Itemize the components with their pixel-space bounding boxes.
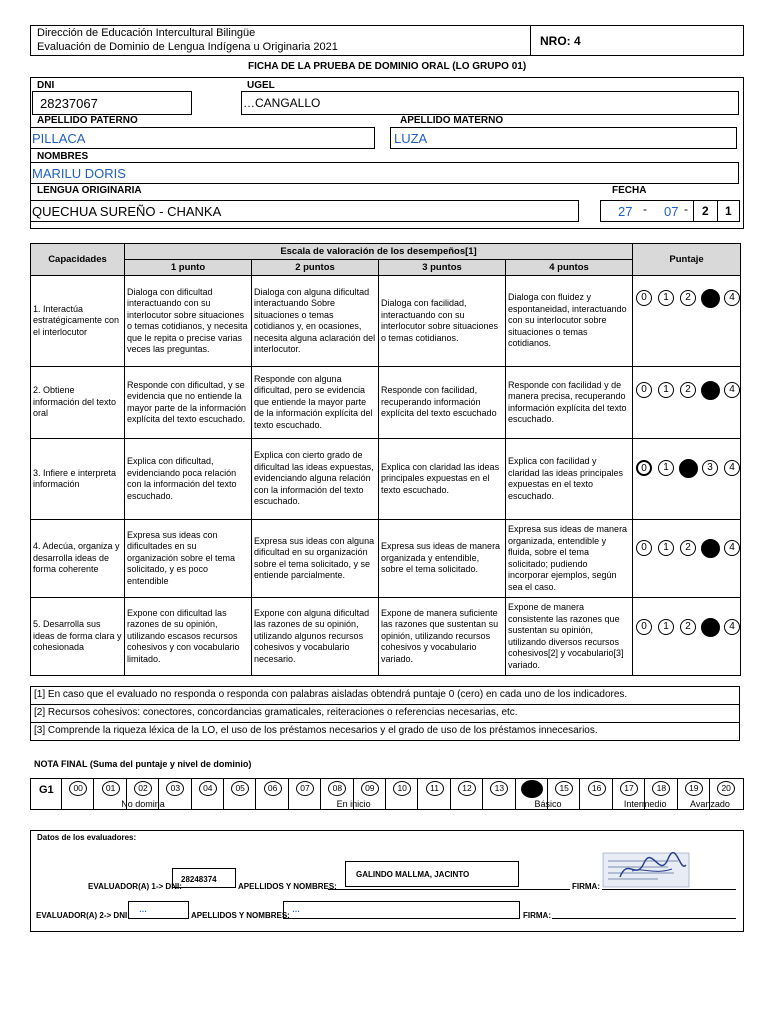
nota-option-00[interactable]: 00 — [69, 781, 87, 796]
desc-cell: Expresa sus ideas de manera organizada y entendible, sobre el tema solicitado. — [379, 520, 506, 598]
ev1-firma-label: FIRMA: — [572, 882, 600, 891]
dni-value: 28237067 — [40, 96, 98, 111]
desc-cell: Expresa sus ideas con dificultades en su organización sobre el tema solicitado, y es poco entendible — [125, 520, 252, 598]
table-row — [31, 598, 741, 676]
evaluadores-title: Datos de los evaluadores: — [37, 833, 137, 842]
ev2-dni-value: … — [139, 905, 147, 914]
nota-option-08[interactable]: 08 — [328, 781, 346, 796]
nota-option-15[interactable]: 15 — [555, 781, 573, 796]
score-option-4[interactable]: 4 — [724, 382, 740, 398]
score-option-3[interactable] — [701, 381, 720, 400]
desc-cell: Explica con claridad las ideas principales expuestas en el texto escuchado. — [379, 439, 506, 520]
footnote-3: [3] Comprende la riqueza léxica de la LO, el uso de los préstamos necesarios y el grado de uso de los préstamos innecesarios. — [31, 723, 739, 741]
fecha-sep-1: - — [643, 202, 647, 216]
materno-label: APELLIDO MATERNO — [400, 115, 504, 126]
ev1-dni-label: EVALUADOR(A) 1-> DNI: — [88, 882, 182, 891]
desc-cell: Responde con facilidad y de manera precisa, recuperando información explícita del texto escuchado. — [506, 367, 633, 439]
nota-option-17[interactable]: 17 — [620, 781, 638, 796]
ev2-name-field[interactable] — [283, 901, 520, 919]
score-option-1[interactable]: 1 — [658, 619, 674, 635]
capacidad-cell: 5. Desarrolla sus ideas de forma clara y cohesionada — [31, 598, 125, 676]
lengua-label: LENGUA ORIGINARIA — [37, 185, 142, 196]
nota-option-10[interactable]: 10 — [393, 781, 411, 796]
desc-cell: Dialoga con fluidez y espontaneidad, interactuando con su interlocutor sobre situaciones o temas cotidianos. — [506, 276, 633, 367]
score-option-2[interactable]: 2 — [680, 619, 696, 635]
nota-option-18[interactable]: 18 — [652, 781, 670, 796]
nota-level-label: Básico — [534, 799, 562, 809]
desc-cell: Responde con dificultad, y se evidencia que no entiende la mayor parte de la información explícita del texto escuchado. — [125, 367, 252, 439]
desc-cell: Expresa sus ideas de manera organizada, entendible y fluida, sobre el tema solicitado; pudiendo incorporar ejemplos, según sea el caso. — [506, 520, 633, 598]
desc-cell: Dialoga con dificultad interactuando con su interlocutor sobre situaciones o temas cotidianos, y necesita que le repita o precise varias veces las preguntas. — [125, 276, 252, 367]
score-option-1[interactable]: 1 — [658, 540, 674, 556]
desc-cell: Dialoga con facilidad, interactuando con su interlocutor sobre situaciones o temas cotidianos. — [379, 276, 506, 367]
score-cell — [633, 598, 741, 676]
group-label: G1 — [39, 784, 54, 796]
fecha-divider-1 — [693, 200, 694, 222]
nota-option-04[interactable]: 04 — [199, 781, 217, 796]
score-option-2[interactable]: 2 — [680, 540, 696, 556]
signature-stamp — [602, 851, 690, 889]
ev1-name-value: GALINDO MALLMA, JACINTO — [356, 870, 470, 879]
capacidades-header: Capacidades — [31, 244, 125, 276]
nota-option-20[interactable]: 20 — [717, 781, 735, 796]
score-option-4[interactable]: 4 — [724, 460, 740, 476]
footnotes — [30, 686, 740, 741]
ugel-value: …CANGALLO — [243, 96, 321, 110]
desc-cell: Responde con alguna dificultad, pero se evidencia que entiende la mayor parte de la información explícita del texto escuchado. — [252, 367, 379, 439]
paterno-label: APELLIDO PATERNO — [37, 115, 138, 126]
ugel-label: UGEL — [247, 80, 275, 91]
nota-option-09[interactable]: 09 — [361, 781, 379, 796]
score-option-3[interactable] — [701, 618, 720, 637]
desc-cell: Responde con facilidad, recuperando información explícita del texto escuchado — [379, 367, 506, 439]
score-option-4[interactable]: 4 — [724, 290, 740, 306]
level-1-header: 1 punto — [125, 260, 252, 276]
score-option-2[interactable]: 2 — [680, 290, 696, 306]
nota-option-14[interactable] — [521, 780, 543, 798]
capacidad-cell: 2. Obtiene información del texto oral — [31, 367, 125, 439]
nota-option-05[interactable]: 05 — [231, 781, 249, 796]
form-title: FICHA DE LA PRUEBA DE DOMINIO ORAL (LO GRUPO 01) — [248, 61, 527, 72]
nota-option-11[interactable]: 11 — [426, 781, 444, 796]
escala-header: Escala de valoración de los desempeños[1] — [125, 244, 633, 260]
nombres-value: MARILU DORIS — [32, 166, 126, 181]
fecha-year-1: 2 — [702, 204, 709, 218]
desc-cell: Expone con alguna dificultad las razones de su opinión, utilizando algunos recursos cohesivos y vocabulario necesario. — [252, 598, 379, 676]
capacidad-cell: 3. Infiere e interpreta información — [31, 439, 125, 520]
nota-level-label: Intermedio — [623, 799, 667, 809]
ev2-dni-label: EVALUADOR(A) 2-> DNI: — [36, 911, 130, 920]
score-option-0[interactable]: 0 — [636, 619, 652, 635]
rubric-table — [30, 243, 741, 676]
ev1-dni-value: 28248374 — [181, 875, 217, 884]
table-row — [31, 276, 741, 367]
ev1-apellidos-label: APELLIDOS Y NOMBRES: — [238, 882, 337, 891]
nota-level-label: En inicio — [336, 799, 371, 809]
score-cell — [633, 439, 741, 520]
header-divider — [530, 25, 531, 56]
footnote-1: [1] En caso que el evaluado no responda o responda con palabras aisladas obtendrá puntaje 0 (cero) en cada uno de los indicadores. — [31, 687, 739, 705]
header-line2: Evaluación de Dominio de Lengua Indígena u Originaria 2021 — [37, 41, 338, 53]
desc-cell: Expone de manera suficiente las razones que sustentan su opinión, utilizando recursos cohesivos y vocabulario variado. — [379, 598, 506, 676]
nota-option-07[interactable]: 07 — [296, 781, 314, 796]
fecha-month: 07 — [664, 204, 679, 219]
ev2-firma-line — [552, 918, 736, 919]
nota-option-12[interactable]: 12 — [458, 781, 476, 796]
score-option-0[interactable]: 0 — [636, 540, 652, 556]
nombres-field[interactable] — [30, 162, 739, 184]
level-4-header: 4 puntos — [506, 260, 633, 276]
score-option-0[interactable]: 0 — [636, 290, 652, 306]
desc-cell: Expresa sus ideas con alguna dificultad en su organización sobre el tema solicitado, y se entiende parcialmente. — [252, 520, 379, 598]
footnote-2: [2] Recursos cohesivos: conectores, concordancias gramaticales, reiteraciones o referencias necesarias, etc. — [31, 705, 739, 723]
nota-option-19[interactable]: 19 — [685, 781, 703, 796]
materno-value: LUZA — [394, 131, 428, 146]
score-option-4[interactable]: 4 — [724, 619, 740, 635]
fecha-label: FECHA — [612, 185, 647, 196]
score-option-2[interactable]: 2 — [680, 382, 696, 398]
header-line1: Dirección de Educación Intercultural Bilingüe — [37, 27, 256, 39]
ev2-apellidos-label: APELLIDOS Y NOMBRES: — [191, 911, 290, 920]
nota-option-03[interactable]: 03 — [166, 781, 184, 796]
desc-cell: Explica con facilidad y claridad las ideas principales expuestas en el texto escuchado. — [506, 439, 633, 520]
desc-cell: Explica con cierto grado de dificultad las ideas expuestas, evidenciando alguna relación con la información del texto escuchado. — [252, 439, 379, 520]
score-option-0[interactable]: 0 — [636, 382, 652, 398]
materno-field[interactable] — [390, 127, 737, 149]
nota-option-01[interactable]: 01 — [102, 781, 120, 796]
ev1-firma-line — [602, 889, 736, 890]
ev2-dni-field[interactable] — [128, 901, 189, 919]
table-row — [31, 439, 741, 520]
score-cell — [633, 520, 741, 598]
fecha-divider-2 — [717, 200, 718, 222]
nota-option-06[interactable]: 06 — [264, 781, 282, 796]
desc-cell: Expone con dificultad las razones de su opinión, utilizando escasos recursos cohesivos y con vocabulario limitado. — [125, 598, 252, 676]
table-row — [31, 367, 741, 439]
score-option-3[interactable]: 3 — [702, 460, 718, 476]
fecha-day: 27 — [618, 204, 633, 219]
form-number: NRO: 4 — [540, 34, 581, 48]
nota-level-label: No domina — [121, 799, 165, 809]
desc-cell: Explica con dificultad, evidenciando poca relación con la información del texto escuchado. — [125, 439, 252, 520]
ev2-name-value: … — [292, 905, 300, 914]
nota-option-02[interactable]: 02 — [134, 781, 152, 796]
score-option-4[interactable]: 4 — [724, 540, 740, 556]
desc-cell: Expone de manera consistente las razones que sustentan su opinión, utilizando diversos recursos cohesivos[2] y vocabulario[3] variado. — [506, 598, 633, 676]
nota-final-title: NOTA FINAL (Suma del puntaje y nivel de dominio) — [34, 759, 252, 769]
lengua-value: QUECHUA SUREÑO - CHANKA — [32, 204, 222, 219]
ev2-firma-label: FIRMA: — [523, 911, 551, 920]
fecha-year-2: 1 — [725, 204, 732, 218]
nota-option-13[interactable]: 13 — [490, 781, 508, 796]
paterno-value: PILLACA — [32, 131, 86, 146]
nombres-label: NOMBRES — [37, 151, 89, 162]
desc-cell: Dialoga con alguna dificultad interactuando Sobre situaciones o temas cotidianos y, en ocasiones, necesita alguna aclaración del interlocutor. — [252, 276, 379, 367]
table-row — [31, 520, 741, 598]
capacidad-cell: 4. Adecúa, organiza y desarrolla ideas de forma coherente — [31, 520, 125, 598]
ev1-name-line — [328, 889, 570, 890]
nota-level-label: Avanzado — [690, 799, 730, 809]
score-option-1[interactable]: 1 — [658, 460, 674, 476]
level-2-header: 2 puntos — [252, 260, 379, 276]
capacidad-cell: 1. Interactúa estratégicamente con el interlocutor — [31, 276, 125, 367]
dni-label: DNI — [37, 80, 55, 91]
score-option-3[interactable] — [701, 289, 720, 308]
score-option-3[interactable] — [701, 539, 720, 558]
level-3-header: 3 puntos — [379, 260, 506, 276]
score-option-0[interactable]: 0 — [636, 460, 652, 476]
score-option-1[interactable]: 1 — [658, 382, 674, 398]
nota-option-16[interactable]: 16 — [588, 781, 606, 796]
puntaje-header: Puntaje — [633, 244, 741, 276]
score-option-2[interactable] — [679, 459, 698, 478]
fecha-sep-2: - — [684, 202, 688, 216]
score-option-1[interactable]: 1 — [658, 290, 674, 306]
score-cell — [633, 367, 741, 439]
